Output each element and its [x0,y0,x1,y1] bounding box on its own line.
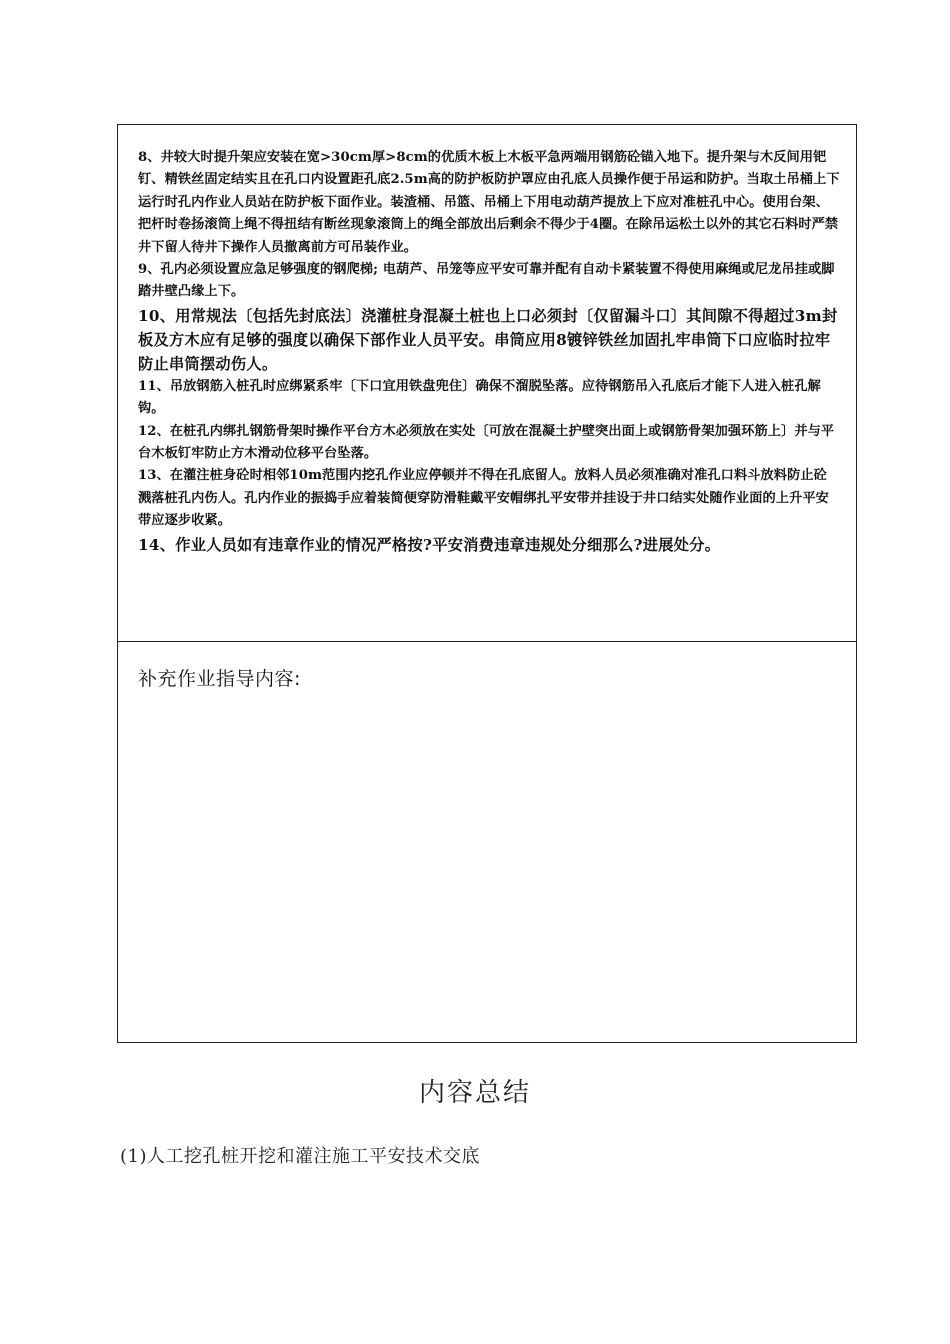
item-9: 9、孔内必须设置应急足够强度的钢爬梯; 电葫芦、吊笼等应平安可靠并配有自动卡紧装置不得使用麻绳或尼龙吊挂或脚踏井壁凸缘上下。 [138,262,835,300]
supplement-cell [118,642,856,1042]
instruction-table [117,124,857,1043]
item-12: 12、在桩孔内绑扎钢筋骨架时操作平台方木必须放在实处〔可放在混凝土护壁突出面上或钢筋骨架加强环筋上〕并与平台木板钉牢防止方木滑动位移平台坠落。 [138,423,835,462]
item-14: 14、作业人员如有违章作业的情况严格按?平安消费违章违规处分细那么?进展处分。 [138,535,721,554]
item-13: 13、在灌注桩身砼时相邻10m范围内挖孔作业应停顿并不得在孔底留人。放料人员必须准确对准孔口料斗放料防止砼溅落桩孔内伤人。孔内作业的振捣手应着装简便穿防滑鞋戴平安帽绑扎平安带并挂设于井口结实处随作业面的上升平安带应逐步收紧。 [138,468,829,529]
item-10: 10、用常规法〔包括先封底法〕浇灌桩身混凝土桩也上口必须封〔仅留漏斗口〕其间隙不得超过3m封板及方木应有足够的强度以确保下部作业人员平安。串筒应用8镀锌铁丝加固扎牢串筒下口应临时拉牢防止串筒摆动伤人。 [138,306,838,373]
summary-title: 内容总结 [418,1078,531,1108]
supplement-label: 补充作业指导内容: [138,668,301,690]
item-8: 8、井较大时提升架应安装在宽>30cm厚>8cm的优质木板上木板平急两端用钢筋砼锚入地下。提升架与木反间用钯钉、精铁丝固定结实且在孔口内设置距孔底2.5m高的防护板防护罩应由孔底人员操作便于吊运和防护。当取土吊桶上下运行时孔内作业人员站在防护板下面作业。装渣桶、吊篮、吊桶上下用电动葫芦提放上下应对准桩孔中心。使用台架、把杆时卷扬滚筒上绳不得扭结有断丝现象滚筒上的绳全部放出后剩余不得少于4圈。在除吊运松土以外的其它石料时严禁井下留人待井下操作人员撤离前方可吊装作业。 [138,150,840,255]
item-11: 11、吊放钢筋入桩孔时应绑紧系牢〔下口宜用铁盘兜住〕确保不溜脱坠落。应待钢筋吊入孔底后才能下人进入桩孔解钩。 [138,378,821,417]
safety-items-cell [118,125,856,642]
summary-item: (1)人工挖孔桩开挖和灌注施工平安技术交底 [120,1146,480,1167]
